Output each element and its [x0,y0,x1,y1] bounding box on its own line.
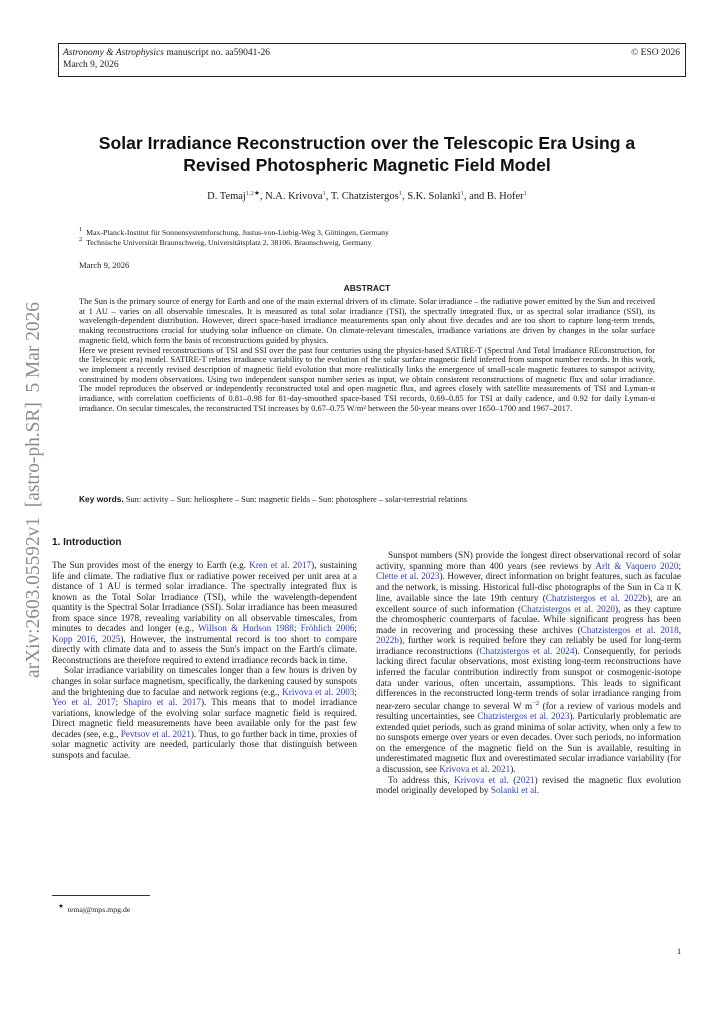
citation-link[interactable]: 2022b [376,635,399,646]
keywords-text: Sun: activity – Sun: heliosphere – Sun: magnetic fields – Sun: photosphere – solar-terrestrial relations [125,495,468,504]
abstract-heading: ABSTRACT [343,283,391,293]
paper-title [52,132,682,176]
text-run: Solar irradiance variability on timescales longer than a few hours is driven by changes in solar surface magnetism, specifically, the darkening caused by sunspots and the brightening due to faculae and network regions (e.g., [52,665,357,697]
citation-link[interactable]: 2021 [516,774,535,785]
text-run: ). [510,764,516,774]
affiliation-text: Technische Universität Braunschweig, Universitätsplatz 2, 38106, Braunschweig, Germany [86,238,372,247]
citation-link[interactable]: 2025 [102,633,121,644]
text-run: ), sustaining life and climate. The radiative flux or radiative power received per unit area at a distance of 1 AU is termed solar irradiance. The spectrally integrated flux is known as the Total Solar Irradiance (TSI), while the wavelength-dependent quantity is the Spectral Solar Irradiance (SSI). Solar irradiance has been measured from space since 1978, revealing variability on all observable timescales, from minutes to decades and longer (e.g., [52,560,357,634]
citation-link[interactable]: Yeo et al. 2017 [52,697,116,708]
header-date: March 9, 2026 [63,60,119,70]
arxiv-stamp[interactable] [20,300,46,678]
intro-paragraph-1: The Sun provides most of the energy to Earth (e.g. Kren et al. 2017), sustaining life and climate. The radiative flux or radiative power received per unit area at a distance of 1 AU is termed solar irradiance. The spectrally integrated flux is known as the Total Solar Irradiance (TSI), while the wavelength-dependent quantity is the Spectral Solar Irradiance (SSI). Solar irradiance has been measured from space since 1978, revealing variability on all observable timescales, from minutes to decades and longer (e.g., Willson & Hudson 1988; Fröhlich 2006; Kopp 2016, 2025). However, the instrumental record is too short to compare directly with climate data and to assess the Sun's impact on the Earth's climate. Reconstructions are therefore required to extend irradiance records back in time. [52,560,358,665]
citation-link[interactable]: Solanki et al. [490,785,540,796]
author-name: D. Temaj [207,191,246,202]
arxiv-stamp-text: arXiv:2603.05592v1 [astro-ph.SR] 5 Mar 2026 [23,300,44,678]
affiliation-text: Max-Planck-Institut für Sonnensystemforschung, Justus-von-Liebig-Weg 3, Göttingen, Germany [86,228,389,237]
citation-link[interactable]: Willson & Hudson 1988 [198,623,294,634]
title-line-1: Solar Irradiance Reconstruction over the Telescopic Era Using a [98,133,636,153]
received-date: March 9, 2026 [79,260,130,270]
keywords-label: Key words. [79,494,124,504]
citation-link[interactable]: Arlt & Vaquero 2020 [595,560,679,571]
intro-paragraph-4 [376,775,681,796]
header-left [63,47,270,71]
section-heading: 1. Introduction [52,537,122,548]
citation-link[interactable]: Chatzistergos et al. 2022b [545,593,648,604]
text-run: ), as they capture the chromospheric counterparts of faculae. While significant progress has been made in recovering and processing these archives ( [376,603,681,635]
abstract-paragraph-2: Here we present revised reconstructions of TSI and SSI over the past four centuries using the physics-based SATIRE-T (Spectral And Total Irradiance REconstruction, for the Telescopic era) model. SATIRE-T relates irradiance variability to the evolution of the solar surface magnetic field inferred from sunspot number records. In this work, we implement a recently revised description of magnetic field evolution that more realistically links the emergence of small-scale magnetic features to sunspot activity, constrained by modern observations. Using two independent sunspot number series as input, we obtain consistent reconstructions of magnetic flux and solar irradiance. The model reproduces the observed or independently reconstructed total and open magnetic flux, and agrees closely with satellite measurements of TSI and Lyman-α irradiance, with correlation coefficients of 0.81–0.98 for 81-day-smoothed space-based TSI records, 0.69–0.85 for TSI at daily cadence, and 0.92 for daily Lyman-α irradiance. On secular timescales, the reconstructed TSI increases by 0.67–0.75 W/m² between the 50-year means over 1650–1700 and 1967–2017. [79,345,655,413]
author-affil-link[interactable]: 1,2 [245,190,254,197]
author-name: T. Chatzistergos [330,191,399,202]
text-run: Sunspot numbers (SN) provide the longest direct observational record of solar activity, spanning more than 400 years (see reviews by [376,550,681,571]
footnote-star: ★ [58,903,64,910]
intro-paragraph-3: Sunspot numbers (SN) provide the longest direct observational record of solar activity, spanning more than 400 years (see reviews by Arlt & Vaquero 2020; Clette et al. 2023). However, direct information on bright features, such as faculae and the network, is missing. Historical full-disc photographs of the Sun in Ca II K line, available since the late 19th century (Chatzistergos et al. 2022b), are an excellent source of such information (Chatzistergos et al. 2020), as they capture the chromospheric counterparts of faculae. While significant progress has been made in recovering and processing these archives (Chatzistergos et al. 2018, 2022b), further work is required before they can reliably be used for long-term irradiance reconstructions (Chatzistergos et al. 2024). Consequently, for periods lacking direct facular observations, most existing long-term reconstructions have inferred the facular contribution indirectly from sunspot or cosmogenic-isotope data under various, often uncertain, assumptions. This leads to significant differences in the reconstructed long-term trends of solar irradiance ranging from near-zero secular change to several W $m^{-2}$ (for a review of various models and resulting uncertainties, see Chatzistergos et al. 2023). Particularly problematic are extended quiet periods, such as grand minima of solar activity, when only a few to no sunspots emerge over years or even decades. Over such periods, no information on the emergence of the magnetic field on the Sun is available, resulting in underestimated magnetic flux and overestimated secular irradiance variability (for a discussion, see Krivova et al. 2021). [376,550,682,774]
text-run: To address this, [388,774,455,785]
citation-link[interactable]: Fröhlich 2006 [300,623,355,634]
journal-name: Astronomy & Astrophysics [63,48,164,58]
left-column [52,560,357,760]
journal-header [58,43,686,77]
footnote-rule [52,895,150,896]
abstract [79,297,655,413]
citation-link[interactable]: Shapiro et al. 2017 [123,697,201,708]
affiliation-2 [79,235,372,248]
author-affil-link[interactable]: 1 [322,190,326,197]
citation-link[interactable]: Chatzistergos et al. 2024 [479,645,575,656]
footnote [58,902,130,914]
page-number: 1 [677,946,682,956]
author-affil-link[interactable]: 1 [460,190,464,197]
footnote-email[interactable]: temaj@mps.mpg.de [67,905,131,914]
citation-link[interactable]: Krivova et al. [454,774,509,785]
text-run: ), are an excellent source of such information ( [376,593,682,614]
unit-exponent: −2 [532,699,540,707]
author-name: B. Hofer [486,191,524,202]
text-run: ). Particularly problematic are extended quiet periods, such as grand minima of solar activity, when only a few to no sunspots emerge over years or even decades. Over such periods, no information on the emergence of the magnetic field on the Sun is available, resulting in underestimated magnetic flux and overestimated secular irradiance variability (for a discussion, see [376,711,682,774]
text-run: (for a review of various models and resulting uncertainties, see [376,700,682,722]
text-run: ). This means that to model irradiance variations, knowledge of the evolving solar surface magnetic field is required. Direct magnetic field measurements have been available only for the past few decades (see, e.g., [52,697,357,739]
affiliation-number: 2 [79,236,83,243]
keywords [79,494,655,504]
author-list: D. Temaj$^{1,2★}$, N.A. Krivova$^1$, T. Chatzistergos$^1$, S.K. Solanki$^1$, and B. Hofer$^1$ [207,190,527,202]
copyright: © ESO 2026 [631,48,680,58]
citation-link[interactable]: Clette et al. 2023 [376,571,440,582]
citation-link[interactable]: Krivova et al. 2021 [439,764,511,774]
manuscript-number: manuscript no. aa59041-26 [163,48,271,58]
text-run: ( [508,774,517,785]
abstract-paragraph-1: The Sun is the primary source of energy for Earth and one of the main external drivers of its climate. Solar irradiance – the radiative power emitted by the Sun and received at 1 AU – varies on all observable timescales. It is measured as total solar irradiance (TSI), the spectrally integrated flux, or as spectral solar irradiance (SSI), its wavelength-dependent distribution. However, direct space-based irradiance measurements span only about five decades and are too short to capture long-term trends, making reconstructions crucial for studying solar influence on climate. On climate-relevant timescales, irradiance variations are driven by changes in the solar surface magnetic field, which form the basis of reconstructions guided by physics. [79,297,655,345]
text-run: ) revised the magnetic flux evolution model originally developed by [376,774,681,796]
citation-link[interactable]: Chatzistergos et al. 2018 [580,624,679,635]
citation-link[interactable]: Pevtsov et al. 2021 [120,728,191,739]
citation-link[interactable]: Kopp 2016 [52,633,96,644]
ionization-stage: II [666,582,672,592]
text-run: ), further work is required before they can reliably be used for long-term irradiance reconstructions ( [376,635,681,656]
citation-link[interactable]: Krivova et al. 2003 [282,686,355,697]
title-line-2: Revised Photospheric Magnetic Field Model [183,155,551,175]
affiliation-number: 1 [79,226,83,233]
author-star[interactable]: ★ [253,190,260,197]
text-run: ). However, direct information on bright features, such as faculae and the network, is missing. Historical full-disc photographs of the Sun in Ca [376,571,682,592]
text-run: The Sun provides most of the energy to Earth (e.g. [52,560,250,570]
author-affil-link[interactable]: 1 [398,190,402,197]
citation-link[interactable]: Chatzistergos et al. 2023 [477,711,570,722]
text-run: ). Consequently, for periods lacking direct facular observations, most existing long-term reconstructions have inferred the facular contribution indirectly from sunspot or cosmogenic-isotope data under various, often uncertain, assumptions. This leads to significant differences in the reconstructed long-term trends of solar irradiance ranging from near-zero secular change to several W m [376,645,681,711]
citation-link[interactable]: Kren et al. 2017 [249,560,312,570]
author-name: S.K. Solanki [407,191,461,202]
citation-link[interactable]: Chatzistergos et al. 2020 [521,603,615,614]
text-run: ). However, the instrumental record is too short to compare directly with climate data and to assess the Sun's impact on the Earth's climate. Reconstructions are therefore required to extend irradiance records back in time. [52,633,358,665]
author-name: N.A. Krivova [265,191,323,202]
right-column [376,550,681,796]
author-affil-link[interactable]: 1 [523,190,527,197]
intro-paragraph-2: Solar irradiance variability on timescales longer than a few hours is driven by changes in solar surface magnetism, specifically, the darkening caused by sunspots and the brightening due to faculae and network regions (e.g., Krivova et al. 2003; Yeo et al. 2017; Shapiro et al. 2017). This means that to model irradiance variations, knowledge of the evolving solar surface magnetic field is required. Direct magnetic field measurements have been available only for the past few decades (see, e.g., Pevtsov et al. 2021). Thus, to go further back in time, proxies of solar magnetic activity are needed, particularly those that distinguish between sunspots and faculae. [52,665,357,760]
text-run: K line, available since the late 19th century ( [376,581,682,604]
text-run: ). Thus, to go further back in time, proxies of solar magnetic activity are needed, particularly those that distinguish between sunspots and faculae. [52,728,357,760]
